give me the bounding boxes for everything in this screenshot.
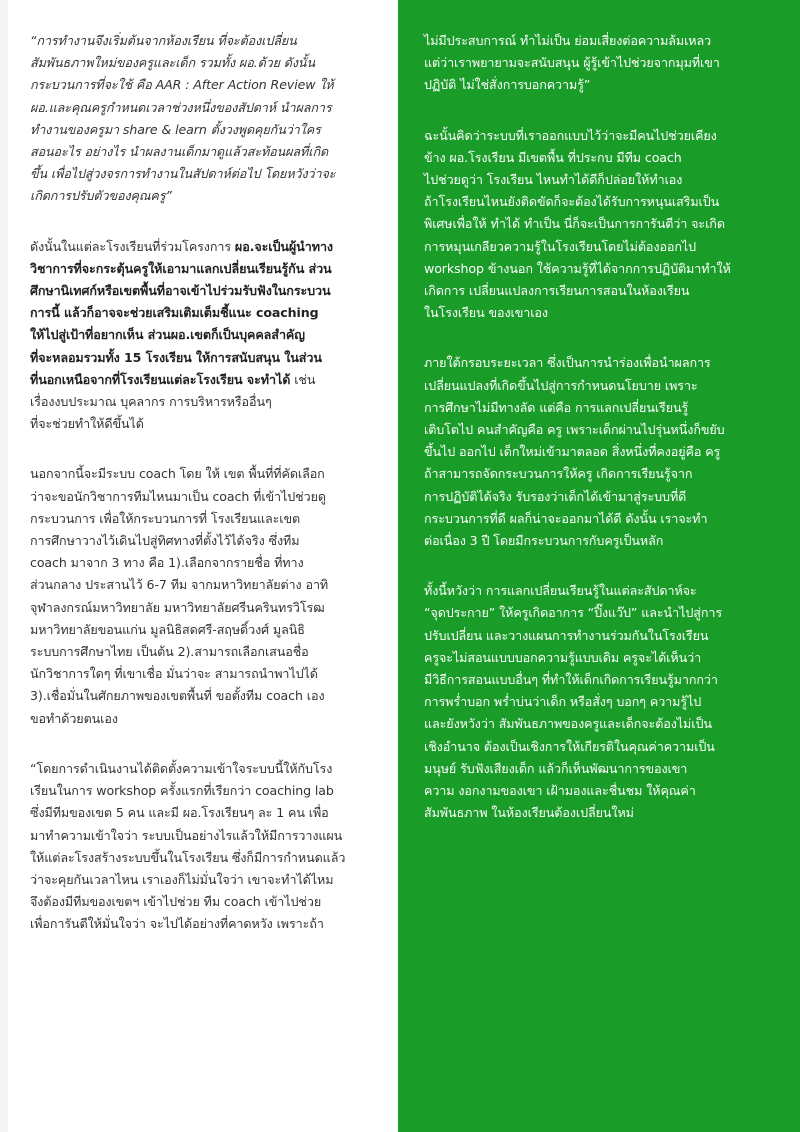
left-quote-workshop: “โดยการดำเนินงานได้ติดตั้งความเข้าใจระบบนี้ให้กับโรง เรียนในการ workshop ครั้งแรกที่เรียกว่า coaching lab ซึ่งมีทีมของเขต 5 คน และมี ผอ.โรงเรียนๆ ละ 1 คน เพื่อ มาทำความเข้าใจว่า ระบบเป็นอย่างไรแล้วให้มีการวางแผน ให้แต่ละโรงสร้างระบบขึ้นในโรงเรียน ซึ่งก็มีการกำหนดแล้ว ว่าจะคุยกันเวลาไหน เราเองก็ไม่มั่นใจว่า เขาจะทำได้ไหม จึงต้องมีทีมของเขตฯ เข้าไปช่วย ทีม coach เข้าไปช่วย เพื่อการันตีให้มั่นใจว่า จะไปได้อย่างที่คาดหวัง เพราะถ้า	[30, 760, 346, 932]
right-paragraph-support-system: ฉะนั้นคิดว่าระบบที่เราออกแบบไว้ว่าจะมีคนไปช่วยเคียง ข้าง ผอ.โรงเรียน มีเขตพื้น ที่ประกบ มีทีม coach ไปช่วยดูว่า โรงเรียน ไหนทำได้ดีก็ปล่อยให้ทำเอง ถ้าโรงเรียนไหนยังติดขัดก็จะต้องได้รับการหนุนเสริมเป็น พิเศษเพื่อให้ ทำได้ ทำเป็น นี่ก็จะเป็นการการันตีว่า จะเกิด การหมุนเกลียวความรู้ในโรงเรียนโดยไม่ต้องออกไป workshop ข้างนอก ใช้ความรู้ที่ได้จากการปฏิบัติมาทำให้ เกิดการ เปลี่ยนแปลงการเรียนการสอนในห้องเรียน ในโรงเรียน ของเขาเอง	[424, 127, 731, 321]
director-role-outro: เช่น เรื่องงบประมาณ บุคลากร การบริหารหรืออื่นๆ ที่จะช่วยทำให้ดีขึ้นได้	[30, 371, 316, 432]
director-role-emphasis: ผอ.จะเป็นผู้นำทาง วิชาการที่จะกระตุ้นครูให้เอามาแลกเปลี่ยนเรียนรู้กัน ส่วน ศึกษานิเทศก์หรือเขตพื้นที่อาจเข้าไปร่วมรับฟังในกระบวน การนี้ แล้วก็อาจจะช่วยเสริมเติมเต็มชี้แนะ coaching ให้ไปสู่เป้าที่อยากเห็น ส่วนผอ.เขตก็เป็นบุคคลสำคัญ ที่จะหลอมรวมทั้ง 15 โรงเรียน ให้การสนับสนุน ในส่วน ที่นอกเหนือจากที่โรงเรียนแต่ละโรงเรียน จะทำได้	[30, 238, 333, 387]
left-quote-aar: “การทำงานจึงเริ่มต้นจากห้องเรียน ที่จะต้องเปลี่ยน สัมพันธภาพใหม่ของครูและเด็ก รวมทั้ง ผอ.ด้วย ดังนั้น กระบวนการที่จะใช้ คือ AAR : After Action Review ให้ ผอ.และคุณครูกำหนดเวลาช่วงหนึ่งของสัปดาห์ นำผลการ ทำงานของครูมา share & learn ตั้งวงพูดคุยกันว่าใคร สอนอะไร อย่างไร นำผลงานเด็กมาดูแล้วสะท้อนผลที่เกิด ขึ้น เพื่อไปสู่วงจรการทำงานในสัปดาห์ต่อไป โดยหวังว่าจะ เกิดการปรับตัวของคุณครู”	[30, 33, 336, 204]
right-paragraph-timeframe: ภายใต้กรอบระยะเวลา ซึ่งเป็นการนำร่องเพื่อนำผลการ เปลี่ยนแปลงที่เกิดขึ้นไปสู่การกำหนดนโยบาย เพราะ การศึกษาไม่มีทางลัด แต่คือ การแลกเปลี่ยนเรียนรู้ เติบโตไป คนสำคัญคือ ครู เพราะเด็กผ่านไปรุ่นหนึ่งก็ขยับ ขึ้นไป ออกไป เด็กใหม่เข้ามาตลอด สิ่งหนึ่งที่คงอยู่คือ ครู ถ้าสามารถจัดกระบวนการให้ครู เกิดการเรียนรู้จาก การปฏิบัติได้จริง รับรองว่าเด็กได้เข้ามาสู่ระบบที่ดี กระบวนการที่ดี ผลก็น่าจะออกมาได้ดี ดังนั้น เราจะทำ ต่อเนื่อง 3 ปี โดยมีกระบวนการกับครูเป็นหลัก	[424, 355, 725, 549]
director-role-intro: ดังนั้นในแต่ละโรงเรียนที่ร่วมโครงการ	[30, 238, 235, 254]
right-quote-continuation: ไม่มีประสบการณ์ ทำไม่เป็น ย่อมเสี่ยงต่อความล้มเหลว แต่ว่าเราพยายามจะสนับสนุน ผู้รู้เข้าไปช่วยจากมุมที่เขา ปฏิบัติ ไม่ใช่สั่งการบอกความรู้”	[424, 33, 720, 93]
left-paragraph-coach-system: นอกจากนี้จะมีระบบ coach โดย ให้ เขต พื้นที่ที่คัดเลือก ว่าจะขอนักวิชาการทีมไหนมาเป็น coach ที่เข้าไปช่วยดู กระบวนการ เพื่อให้กระบวนการที่ โรงเรียนและเขต การศึกษาวางไว้เดินไปสู่ทิศทางที่ตั้งไว้ได้จริง ซึ่งทีม coach มาจาก 3 ทาง คือ 1).เลือกจากรายชื่อ ที่ทาง ส่วนกลาง ประสานไว้ 6-7 ทีม จากมหาวิทยาลัยต่าง อาทิ จุฬาลงกรณ์มหาวิทยาลัย มหาวิทยาลัยศรีนครินทรวิโรฒ มหาวิทยาลัยขอนแก่น มูลนิธิสดศรี-สฤษดิ์วงศ์ มูลนิธิ ระบบการศึกษาไทย เป็นต้น 2).สามารถเลือกเสนอชื่อ นักวิชาการใดๆ ที่เขาเชื่อ มั่นว่าจะ สามารถนำพาไปได้ 3).เชื่อมั่นในศักยภาพของเขตพื้นที่ ขอตั้งทีม coach เอง ขอทำด้วยตนเอง	[30, 466, 329, 726]
left-paragraph-director-role	[30, 236, 388, 436]
right-column	[398, 0, 800, 1132]
right-paragraph-hope: ทั้งนี้หวังว่า การแลกเปลี่ยนเรียนรู้ในแต่ละสัปดาห์จะ “จุดประกาย” ให้ครูเกิดอาการ “ปิ๊งแว๊ป” และนำไปสู่การ ปรับเปลี่ยน และวางแผนการทำงานร่วมกันในโรงเรียน ครูจะไม่สอนแบบบอกความรู้แบบเดิม ครูจะได้เห็นว่า มีวิธีการสอนแบบอื่นๆ ที่ทำให้เด็กเกิดการเรียนรู้มากกว่า การพร่ำบอก พร่ำบ่นว่าเด็ก หรือสั่งๆ บอกๆ ความรู้ไป และยังหวังว่า สัมพันธภาพของครูและเด็กจะต้องไม่เป็น เชิงอำนาจ ต้องเป็นเชิงการให้เกียรติในคุณค่าความเป็น มนุษย์ รับฟังเสียงเด็ก แล้วก็เห็นพัฒนาการของเขา ความ งอกงามของเขา เฝ้ามองและชื่นชม ให้คุณค่า สัมพันธภาพ ในห้องเรียนต้องเปลี่ยนใหม่	[424, 583, 722, 821]
left-column	[24, 0, 390, 1132]
page-edge	[0, 0, 8, 1132]
